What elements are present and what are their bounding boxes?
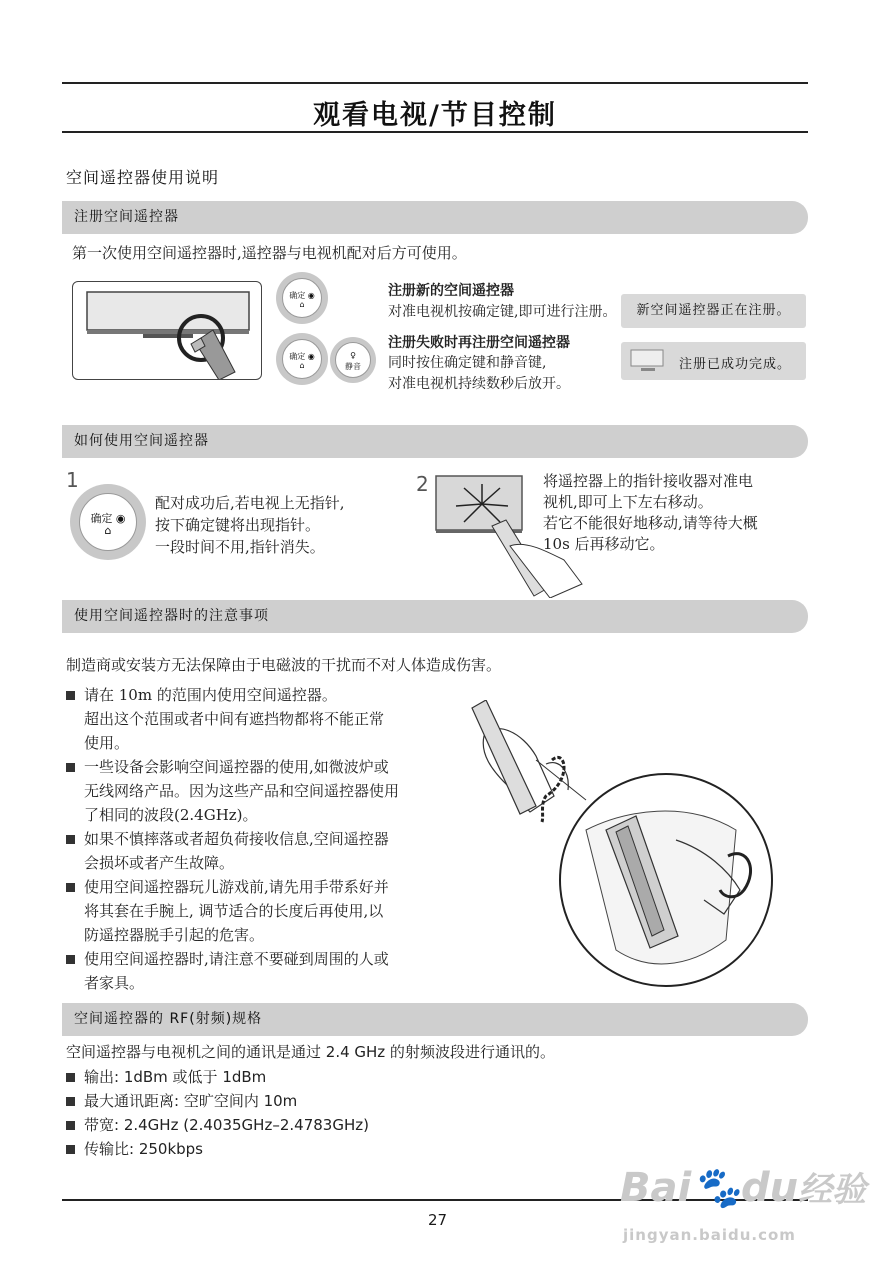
caution-item-2-line-2: 无线网络产品。因为这些产品和空间遥控器使用 xyxy=(84,782,400,800)
step-2-line-3: 若它不能很好地移动,请等待大概 xyxy=(543,514,758,532)
step-1-line-2: 按下确定键将出现指针。 xyxy=(155,516,321,534)
caution-item-5-line-2: 者家具。 xyxy=(84,974,145,992)
rf-item-range: 最大通讯距离: 空旷空间内 10m xyxy=(84,1092,298,1110)
ok-dot-icon: ◉ xyxy=(305,291,315,300)
bullet-square xyxy=(66,1145,75,1154)
ok-label: 确定 xyxy=(289,291,306,300)
watermark-url: jingyan.baidu.com xyxy=(623,1226,796,1244)
register-intro: 第一次使用空间遥控器时,遥控器与电视机配对后方可使用。 xyxy=(72,244,467,262)
caution-item-2-line-3: 了相同的波段(2.4GHz)。 xyxy=(84,806,258,824)
caution-item-5-line-1: 使用空间遥控器时,请注意不要碰到周围的人或 xyxy=(84,950,389,968)
rf-item-output: 输出: 1dBm 或低于 1dBm xyxy=(84,1068,267,1086)
caution-intro: 制造商或安装方无法保障由于电磁波的干扰而不对人体造成伤害。 xyxy=(66,656,502,674)
bullet-square xyxy=(66,1097,75,1106)
home-icon-2: ⌂ xyxy=(299,361,305,370)
section-bar-rf: 空间遥控器的 RF(射频)规格 xyxy=(62,1003,808,1036)
tv-small-icon xyxy=(629,348,669,374)
caution-item-1-line-2: 超出这个范围或者中间有遮挡物都将不能正常 xyxy=(84,710,385,728)
bullet-square xyxy=(66,955,75,964)
ok-dot-icon-2: ◉ xyxy=(305,352,315,361)
watermark-brand-2: du xyxy=(741,1165,799,1211)
title-underline xyxy=(62,131,808,133)
bullet-square xyxy=(66,1073,75,1082)
step-2-line-2: 视机,即可上下左右移动。 xyxy=(543,493,713,511)
ok-button-illustration-2 xyxy=(276,333,328,385)
section-subtitle: 空间遥控器使用说明 xyxy=(66,168,220,187)
section-bar-caution: 使用空间遥控器时的注意事项 xyxy=(62,600,808,633)
ok-label-2: 确定 xyxy=(289,352,306,361)
home-large-icon: ⌂ xyxy=(104,524,112,537)
ok-button-illustration xyxy=(276,272,328,324)
bullet-square xyxy=(66,691,75,700)
caution-item-4-line-2: 将其套在手腕上, 调节适合的长度后再使用,以 xyxy=(84,902,384,920)
register-new-title: 注册新的空间遥控器 xyxy=(388,283,514,299)
mute-label: 静音 xyxy=(345,362,361,371)
section-bar-register: 注册空间遥控器 xyxy=(62,201,808,234)
tv-illustration xyxy=(72,281,262,380)
page-number: 27 xyxy=(427,1211,448,1229)
mute-icon: ♀ xyxy=(350,351,356,360)
caution-item-4-line-3: 防遥控器脱手引起的危害。 xyxy=(84,926,265,944)
register-retry-desc-1: 同时按住确定键和静音键, xyxy=(388,355,547,371)
step-2-line-4: 10s 后再移动它。 xyxy=(543,535,665,553)
wrist-strap-illustration xyxy=(466,700,778,992)
step-1-line-3: 一段时间不用,指针消失。 xyxy=(155,538,325,556)
registered-panel xyxy=(621,342,806,380)
watermark-brand-3: 经验 xyxy=(798,1170,867,1210)
register-new-desc: 对准电视机按确定键,即可进行注册。 xyxy=(388,304,617,320)
paw-icon: 🐾 xyxy=(691,1165,742,1211)
bullet-square xyxy=(66,763,75,772)
register-retry-desc-2: 对准电视机持续数秒后放开。 xyxy=(388,376,570,392)
registered-panel-text: 注册已成功完成。 xyxy=(679,357,792,372)
watermark-brand: Bai xyxy=(620,1165,692,1211)
caution-item-1-line-1: 请在 10m 的范围内使用空间遥控器。 xyxy=(84,686,337,704)
registering-panel: 新空间遥控器正在注册。 xyxy=(621,294,806,328)
caution-item-2-line-1: 一些设备会影响空间遥控器的使用,如微波炉或 xyxy=(84,758,389,776)
step-1-number: 1 xyxy=(66,468,79,492)
rf-item-rate: 传输比: 250kbps xyxy=(84,1140,203,1158)
ok-large-dot-icon: ◉ xyxy=(112,512,126,525)
step-2-line-1: 将遥控器上的指针接收器对准电 xyxy=(543,472,754,490)
ok-large-label: 确定 xyxy=(90,512,113,525)
rf-intro: 空间遥控器与电视机之间的通讯是通过 2.4 GHz 的射频波段进行通讯的。 xyxy=(66,1043,555,1061)
caution-item-3-line-1: 如果不慎摔落或者超负荷接收信息,空间遥控器 xyxy=(84,830,389,848)
register-retry-title: 注册失败时再注册空间遥控器 xyxy=(388,335,570,351)
home-icon: ⌂ xyxy=(299,300,305,309)
caution-item-1-line-3: 使用。 xyxy=(84,734,130,752)
ok-button-large xyxy=(70,484,146,560)
page-title: 观看电视/节目控制 xyxy=(313,100,557,131)
bullet-square xyxy=(66,1121,75,1130)
mute-button-illustration xyxy=(330,337,376,383)
top-rule xyxy=(62,82,808,84)
bullet-square xyxy=(66,883,75,892)
caution-item-3-line-2: 会损坏或者产生故障。 xyxy=(84,854,235,872)
section-bar-howto: 如何使用空间遥控器 xyxy=(62,425,808,458)
step-2-number: 2 xyxy=(416,472,429,496)
watermark-logo xyxy=(620,1166,866,1212)
caution-item-4-line-1: 使用空间遥控器玩儿游戏前,请先用手带系好并 xyxy=(84,878,389,896)
step-1-line-1: 配对成功后,若电视上无指针, xyxy=(155,494,345,512)
rf-item-bandwidth: 带宽: 2.4GHz (2.4035GHz–2.4783GHz) xyxy=(84,1116,369,1134)
bullet-square xyxy=(66,835,75,844)
